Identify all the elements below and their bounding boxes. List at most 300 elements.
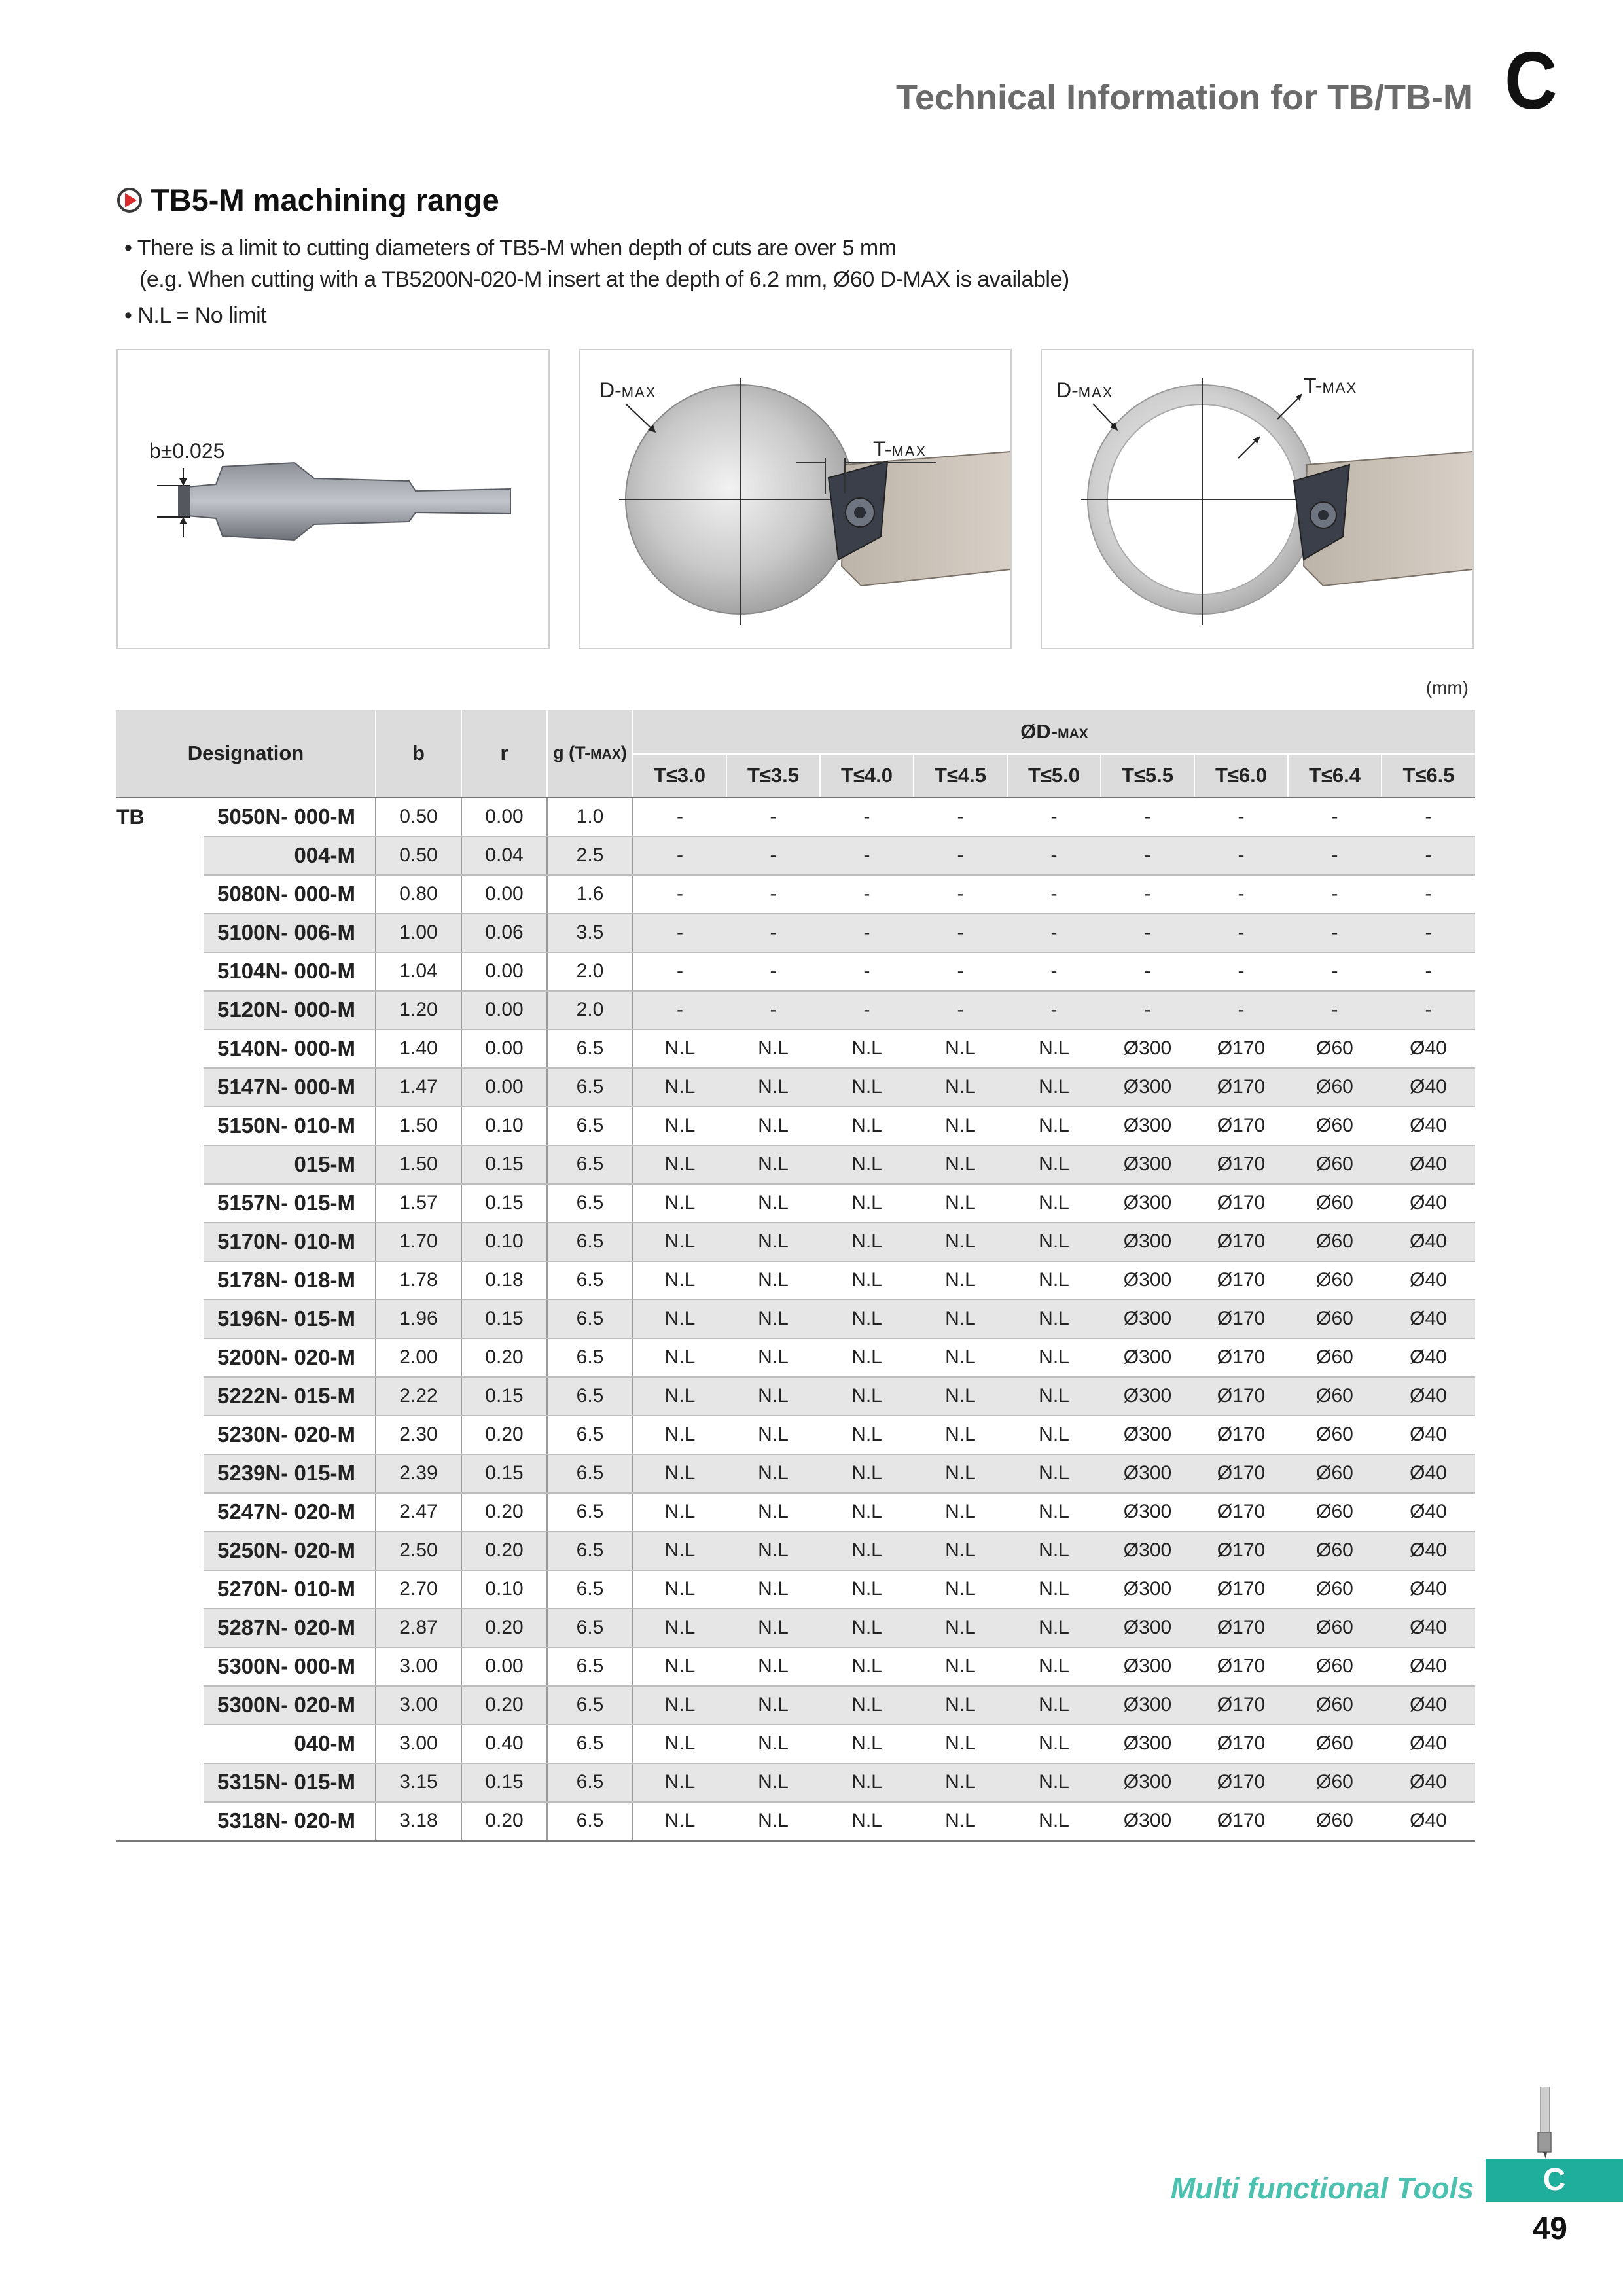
tmax-label-sub: MAX [891, 443, 927, 459]
table-row [116, 1145, 1475, 1184]
b-value-cell: 1.70 [376, 1223, 461, 1261]
g-value-cell: 6.5 [547, 1223, 633, 1261]
r-value-cell: 0.10 [461, 1570, 547, 1609]
dmax-value-cell: - [1382, 952, 1475, 991]
dmax-value-cell: Ø40 [1382, 1416, 1475, 1454]
dmax-value-cell: N.L [633, 1145, 726, 1184]
dmax-value-cell: Ø40 [1382, 1107, 1475, 1145]
dmax-value-cell: - [1288, 875, 1382, 914]
dmax-value-cell: N.L [820, 1647, 914, 1686]
note-bullet-1 [124, 236, 897, 261]
table-row [116, 1184, 1475, 1223]
dmax-value-cell: - [914, 952, 1007, 991]
r-value-cell: 0.18 [461, 1261, 547, 1300]
dmax-value-cell: N.L [820, 1609, 914, 1647]
dmax-value-cell: N.L [820, 1030, 914, 1068]
g-value-cell: 2.0 [547, 952, 633, 991]
dmax-value-cell: Ø60 [1288, 1725, 1382, 1763]
solid-bar-cutoff-diagram-icon [580, 350, 1010, 648]
group-label-cell [116, 1686, 204, 1725]
b-value-cell: 0.50 [376, 836, 461, 875]
machining-range-table [116, 710, 1475, 1842]
dmax-value-cell: Ø60 [1288, 1532, 1382, 1570]
table-row [116, 1609, 1475, 1647]
bullet-mark: • [124, 303, 132, 328]
dmax-value-cell: N.L [914, 1300, 1007, 1338]
dmax-value-cell: N.L [914, 1647, 1007, 1686]
dmax-label: D- [1056, 378, 1079, 402]
g-value-cell: 6.5 [547, 1609, 633, 1647]
dmax-value-cell: - [1007, 875, 1101, 914]
dmax-value-cell: N.L [1007, 1570, 1101, 1609]
dmax-value-cell: N.L [726, 1068, 820, 1107]
dmax-value-cell: - [633, 991, 726, 1030]
b-value-cell: 3.00 [376, 1686, 461, 1725]
dmax-value-cell: N.L [914, 1454, 1007, 1493]
dmax-value-cell: N.L [820, 1377, 914, 1416]
dmax-value-cell: - [1007, 914, 1101, 952]
table-row [116, 836, 1475, 875]
dmax-value-cell: - [1007, 797, 1101, 836]
dmax-value-cell: - [1194, 797, 1288, 836]
b-value-cell: 2.39 [376, 1454, 461, 1493]
dmax-value-cell: - [726, 952, 820, 991]
header-r: r [461, 710, 547, 797]
dmax-value-cell: N.L [820, 1416, 914, 1454]
dmax-value-cell: N.L [726, 1647, 820, 1686]
dmax-value-cell: - [914, 991, 1007, 1030]
header-g-close: ) [620, 743, 627, 763]
dmax-value-cell: Ø60 [1288, 1223, 1382, 1261]
dmax-value-cell: Ø40 [1382, 1145, 1475, 1184]
dmax-value-cell: Ø300 [1101, 1377, 1194, 1416]
header-b: b [376, 710, 461, 797]
group-label-cell [116, 1647, 204, 1686]
dmax-value-cell: - [820, 914, 914, 952]
dmax-value-cell: N.L [726, 1416, 820, 1454]
dmax-value-cell: N.L [633, 1609, 726, 1647]
group-label-cell [116, 1068, 204, 1107]
dmax-value-cell: N.L [820, 1454, 914, 1493]
dmax-value-cell: - [1288, 797, 1382, 836]
dmax-value-cell: N.L [1007, 1802, 1101, 1841]
tmax-label: T- [873, 437, 892, 461]
dmax-value-cell: Ø60 [1288, 1145, 1382, 1184]
dmax-value-cell: Ø170 [1194, 1068, 1288, 1107]
svg-text:T-MAX [873, 437, 927, 461]
dmax-value-cell: N.L [726, 1609, 820, 1647]
dmax-value-cell: Ø300 [1101, 1030, 1194, 1068]
dmax-value-cell: Ø170 [1194, 1300, 1288, 1338]
dmax-value-cell: - [1007, 991, 1101, 1030]
designation-cell: 5287N- 020-M [204, 1609, 376, 1647]
r-value-cell: 0.00 [461, 1030, 547, 1068]
dmax-value-cell: N.L [914, 1570, 1007, 1609]
dmax-value-cell: N.L [1007, 1068, 1101, 1107]
dmax-value-cell: N.L [1007, 1261, 1101, 1300]
dmax-value-cell: N.L [820, 1570, 914, 1609]
tmax-label: T- [1304, 374, 1323, 397]
dmax-value-cell: N.L [820, 1763, 914, 1802]
dmax-value-cell: N.L [633, 1300, 726, 1338]
g-value-cell: 6.5 [547, 1377, 633, 1416]
table-row [116, 1261, 1475, 1300]
figure-tube-dmax [1041, 349, 1474, 649]
dmax-value-cell: N.L [820, 1300, 914, 1338]
dmax-value-cell: Ø40 [1382, 1184, 1475, 1223]
b-value-cell: 1.04 [376, 952, 461, 991]
dmax-value-cell: Ø170 [1194, 1454, 1288, 1493]
b-value-cell: 1.47 [376, 1068, 461, 1107]
dmax-value-cell: - [1382, 875, 1475, 914]
table-row [116, 991, 1475, 1030]
dmax-value-cell: N.L [914, 1416, 1007, 1454]
dmax-value-cell: Ø300 [1101, 1686, 1194, 1725]
dmax-value-cell: - [726, 991, 820, 1030]
b-value-cell: 2.22 [376, 1377, 461, 1416]
group-label-cell [116, 1107, 204, 1145]
r-value-cell: 0.00 [461, 991, 547, 1030]
dmax-value-cell: - [633, 836, 726, 875]
dmax-value-cell: - [1288, 952, 1382, 991]
grooving-insert-side-view-icon [118, 350, 548, 648]
r-value-cell: 0.00 [461, 1647, 547, 1686]
header-t-column: T≤6.5 [1382, 754, 1475, 797]
bullet-mark: • [124, 236, 132, 260]
dmax-value-cell: N.L [820, 1107, 914, 1145]
table-row [116, 952, 1475, 991]
group-label-cell [116, 1030, 204, 1068]
dmax-value-cell: N.L [914, 1532, 1007, 1570]
dmax-value-cell: N.L [914, 1068, 1007, 1107]
dmax-value-cell: - [633, 875, 726, 914]
dmax-value-cell: N.L [1007, 1532, 1101, 1570]
designation-cell: 5250N- 020-M [204, 1532, 376, 1570]
dmax-value-cell: Ø60 [1288, 1184, 1382, 1223]
dmax-value-cell: N.L [820, 1068, 914, 1107]
designation-cell: 5247N- 020-M [204, 1493, 376, 1532]
figure-solid-bar-dmax [579, 349, 1012, 649]
dmax-value-cell: N.L [820, 1725, 914, 1763]
dmax-value-cell: N.L [726, 1145, 820, 1184]
dmax-value-cell: N.L [633, 1030, 726, 1068]
r-value-cell: 0.20 [461, 1416, 547, 1454]
group-label-cell [116, 914, 204, 952]
dmax-value-cell: - [914, 914, 1007, 952]
section-bullet-icon [116, 187, 143, 213]
dmax-value-cell: N.L [633, 1223, 726, 1261]
dmax-value-cell: N.L [726, 1377, 820, 1416]
dmax-value-cell: - [1194, 914, 1288, 952]
dmax-value-cell: N.L [1007, 1107, 1101, 1145]
dmax-value-cell: - [1101, 875, 1194, 914]
dmax-value-cell: Ø40 [1382, 1647, 1475, 1686]
dmax-value-cell: N.L [633, 1416, 726, 1454]
note-bullet-1-continued: (e.g. When cutting with a TB5200N-020-M insert at the depth of 6.2 mm, Ø60 D-MAX is available) [139, 267, 1069, 292]
designation-cell: 5050N- 000-M [204, 797, 376, 836]
r-value-cell: 0.00 [461, 952, 547, 991]
r-value-cell: 0.20 [461, 1532, 547, 1570]
g-value-cell: 6.5 [547, 1261, 633, 1300]
table-row [116, 1493, 1475, 1532]
dmax-value-cell: N.L [633, 1377, 726, 1416]
b-value-cell: 0.80 [376, 875, 461, 914]
dmax-value-cell: - [1101, 836, 1194, 875]
group-label-cell [116, 1416, 204, 1454]
dmax-value-cell: N.L [914, 1377, 1007, 1416]
dmax-value-cell: N.L [726, 1338, 820, 1377]
dmax-value-cell: N.L [820, 1261, 914, 1300]
g-value-cell: 3.5 [547, 914, 633, 952]
dmax-value-cell: Ø300 [1101, 1609, 1194, 1647]
dmax-value-cell: N.L [914, 1338, 1007, 1377]
g-value-cell: 1.6 [547, 875, 633, 914]
footer-brand-text: Multi functional Tools [1170, 2172, 1474, 2205]
header-dmax-main: ØD- [1020, 720, 1058, 743]
r-value-cell: 0.06 [461, 914, 547, 952]
note-bullet-2 [124, 303, 266, 329]
dmax-value-cell: N.L [633, 1532, 726, 1570]
group-label-cell [116, 1377, 204, 1416]
designation-cell: 5170N- 010-M [204, 1223, 376, 1261]
b-value-cell: 2.47 [376, 1493, 461, 1532]
dmax-value-cell: N.L [633, 1184, 726, 1223]
svg-text:D-MAX [1056, 378, 1113, 402]
header-t-column: T≤3.0 [633, 754, 726, 797]
dmax-value-cell: N.L [726, 1686, 820, 1725]
dmax-value-cell: - [1194, 991, 1288, 1030]
header-t-column: T≤4.0 [820, 754, 914, 797]
dmax-value-cell: Ø40 [1382, 1454, 1475, 1493]
g-value-cell: 6.5 [547, 1107, 633, 1145]
dmax-value-cell: - [1101, 952, 1194, 991]
page-number: 49 [1532, 2212, 1567, 2246]
dmax-value-cell: N.L [726, 1570, 820, 1609]
dmax-value-cell: N.L [726, 1454, 820, 1493]
dmax-value-cell: N.L [914, 1184, 1007, 1223]
dmax-value-cell: - [1382, 797, 1475, 836]
group-label-cell [116, 1300, 204, 1338]
table-row [116, 1223, 1475, 1261]
dmax-value-cell: Ø40 [1382, 1532, 1475, 1570]
boring-bar-icon [1531, 2087, 1558, 2159]
dmax-value-cell: Ø170 [1194, 1184, 1288, 1223]
group-label-cell [116, 1261, 204, 1300]
dmax-label-sub: MAX [1078, 384, 1114, 401]
dmax-value-cell: N.L [726, 1763, 820, 1802]
dmax-value-cell: - [1382, 836, 1475, 875]
b-value-cell: 2.70 [376, 1570, 461, 1609]
g-value-cell: 6.5 [547, 1338, 633, 1377]
dmax-value-cell: - [1288, 836, 1382, 875]
designation-cell: 5150N- 010-M [204, 1107, 376, 1145]
dmax-value-cell: Ø170 [1194, 1763, 1288, 1802]
dmax-value-cell: Ø40 [1382, 1493, 1475, 1532]
table-row [116, 1377, 1475, 1416]
dmax-value-cell: N.L [633, 1570, 726, 1609]
dmax-value-cell: Ø60 [1288, 1686, 1382, 1725]
designation-cell: 5222N- 015-M [204, 1377, 376, 1416]
dmax-value-cell: N.L [633, 1454, 726, 1493]
dmax-value-cell: Ø60 [1288, 1107, 1382, 1145]
dmax-value-cell: N.L [633, 1763, 726, 1802]
r-value-cell: 0.40 [461, 1725, 547, 1763]
header-g-tmax [547, 710, 633, 797]
dmax-value-cell: Ø40 [1382, 1338, 1475, 1377]
dmax-value-cell: Ø60 [1288, 1454, 1382, 1493]
r-value-cell: 0.20 [461, 1493, 547, 1532]
dmax-value-cell: Ø60 [1288, 1030, 1382, 1068]
dmax-value-cell: N.L [633, 1686, 726, 1725]
g-value-cell: 6.5 [547, 1725, 633, 1763]
dmax-value-cell: N.L [633, 1107, 726, 1145]
group-label-cell [116, 1454, 204, 1493]
dmax-value-cell: N.L [914, 1763, 1007, 1802]
dmax-label: D- [599, 378, 622, 402]
header-t-column: T≤5.5 [1101, 754, 1194, 797]
dmax-value-cell: Ø40 [1382, 1068, 1475, 1107]
dmax-value-cell: Ø170 [1194, 1493, 1288, 1532]
r-value-cell: 0.20 [461, 1609, 547, 1647]
designation-cell: 5300N- 020-M [204, 1686, 376, 1725]
g-value-cell: 6.5 [547, 1493, 633, 1532]
svg-text:T-MAX [1304, 374, 1357, 397]
r-value-cell: 0.00 [461, 1068, 547, 1107]
tube-cutoff-diagram-icon [1042, 350, 1472, 648]
dmax-value-cell: - [1101, 991, 1194, 1030]
dmax-value-cell: N.L [1007, 1145, 1101, 1184]
header-dmax [633, 710, 1475, 754]
section-title-text: TB5-M machining range [151, 183, 499, 217]
dmax-value-cell: N.L [914, 1030, 1007, 1068]
dmax-value-cell: N.L [820, 1145, 914, 1184]
header-g-main: g (T- [553, 743, 591, 763]
page-header-title: Technical Information for TB/TB-M [896, 78, 1472, 117]
header-t-column: T≤5.0 [1007, 754, 1101, 797]
g-value-cell: 1.0 [547, 797, 633, 836]
g-value-cell: 6.5 [547, 1532, 633, 1570]
b-value-cell: 1.57 [376, 1184, 461, 1223]
dmax-value-cell: - [726, 914, 820, 952]
dmax-value-cell: N.L [820, 1532, 914, 1570]
dmax-label-sub: MAX [621, 384, 657, 401]
designation-cell: 5104N- 000-M [204, 952, 376, 991]
dmax-value-cell: N.L [726, 1532, 820, 1570]
g-value-cell: 2.0 [547, 991, 633, 1030]
designation-cell: 5080N- 000-M [204, 875, 376, 914]
dmax-value-cell: N.L [1007, 1416, 1101, 1454]
g-value-cell: 6.5 [547, 1647, 633, 1686]
dmax-value-cell: - [726, 797, 820, 836]
table-row [116, 1647, 1475, 1686]
dmax-value-cell: Ø300 [1101, 1145, 1194, 1184]
dmax-value-cell: Ø170 [1194, 1570, 1288, 1609]
dmax-value-cell: Ø170 [1194, 1647, 1288, 1686]
header-t-column: T≤6.0 [1194, 754, 1288, 797]
table-row [116, 1454, 1475, 1493]
dmax-value-cell: - [1101, 797, 1194, 836]
table-header [116, 710, 1475, 797]
dmax-value-cell: Ø60 [1288, 1068, 1382, 1107]
designation-cell: 5315N- 015-M [204, 1763, 376, 1802]
dmax-value-cell: N.L [914, 1223, 1007, 1261]
b-value-cell: 2.50 [376, 1532, 461, 1570]
b-value-cell: 3.18 [376, 1802, 461, 1841]
header-designation: Designation [116, 710, 376, 797]
group-label-cell [116, 1802, 204, 1841]
dmax-value-cell: N.L [726, 1300, 820, 1338]
dmax-value-cell: Ø170 [1194, 1609, 1288, 1647]
designation-cell: 5318N- 020-M [204, 1802, 376, 1841]
table-row [116, 1802, 1475, 1841]
dmax-value-cell: Ø60 [1288, 1377, 1382, 1416]
dmax-value-cell: - [914, 875, 1007, 914]
r-value-cell: 0.00 [461, 797, 547, 836]
dmax-value-cell: Ø300 [1101, 1261, 1194, 1300]
group-label-cell [116, 1338, 204, 1377]
dmax-value-cell: N.L [820, 1223, 914, 1261]
designation-cell: 5196N- 015-M [204, 1300, 376, 1338]
dmax-value-cell: Ø170 [1194, 1416, 1288, 1454]
r-value-cell: 0.20 [461, 1802, 547, 1841]
dmax-value-cell: Ø300 [1101, 1223, 1194, 1261]
group-label-cell [116, 1145, 204, 1184]
dmax-value-cell: N.L [1007, 1493, 1101, 1532]
dmax-value-cell: N.L [726, 1107, 820, 1145]
dmax-value-cell: N.L [1007, 1609, 1101, 1647]
group-label-cell [116, 1763, 204, 1802]
designation-cell: 015-M [204, 1145, 376, 1184]
dmax-value-cell: - [1382, 914, 1475, 952]
group-label-cell [116, 1725, 204, 1763]
dmax-value-cell: N.L [1007, 1763, 1101, 1802]
dmax-value-cell: Ø40 [1382, 1725, 1475, 1763]
table-row [116, 1725, 1475, 1763]
dmax-value-cell: Ø300 [1101, 1763, 1194, 1802]
dmax-value-cell: Ø40 [1382, 1377, 1475, 1416]
g-value-cell: 6.5 [547, 1068, 633, 1107]
dmax-value-cell: N.L [1007, 1223, 1101, 1261]
r-value-cell: 0.00 [461, 875, 547, 914]
dmax-value-cell: Ø170 [1194, 1686, 1288, 1725]
g-value-cell: 6.5 [547, 1416, 633, 1454]
dmax-value-cell: Ø300 [1101, 1184, 1194, 1223]
g-value-cell: 6.5 [547, 1454, 633, 1493]
dmax-value-cell: Ø170 [1194, 1223, 1288, 1261]
dmax-value-cell: Ø60 [1288, 1763, 1382, 1802]
dmax-value-cell: N.L [726, 1261, 820, 1300]
unit-label: (mm) [1425, 677, 1469, 698]
b-value-cell: 3.15 [376, 1763, 461, 1802]
g-value-cell: 6.5 [547, 1686, 633, 1725]
dmax-value-cell: Ø60 [1288, 1300, 1382, 1338]
table-row [116, 1300, 1475, 1338]
r-value-cell: 0.20 [461, 1338, 547, 1377]
dmax-value-cell: - [1194, 836, 1288, 875]
designation-cell: 5178N- 018-M [204, 1261, 376, 1300]
dmax-value-cell: Ø300 [1101, 1300, 1194, 1338]
designation-cell: 040-M [204, 1725, 376, 1763]
group-label-cell [116, 1223, 204, 1261]
dmax-value-cell: N.L [914, 1609, 1007, 1647]
dmax-value-cell: N.L [1007, 1184, 1101, 1223]
g-value-cell: 6.5 [547, 1300, 633, 1338]
table-row [116, 914, 1475, 952]
dmax-value-cell: Ø170 [1194, 1532, 1288, 1570]
dmax-value-cell: Ø170 [1194, 1261, 1288, 1300]
designation-cell: 5147N- 000-M [204, 1068, 376, 1107]
dmax-value-cell: Ø60 [1288, 1338, 1382, 1377]
